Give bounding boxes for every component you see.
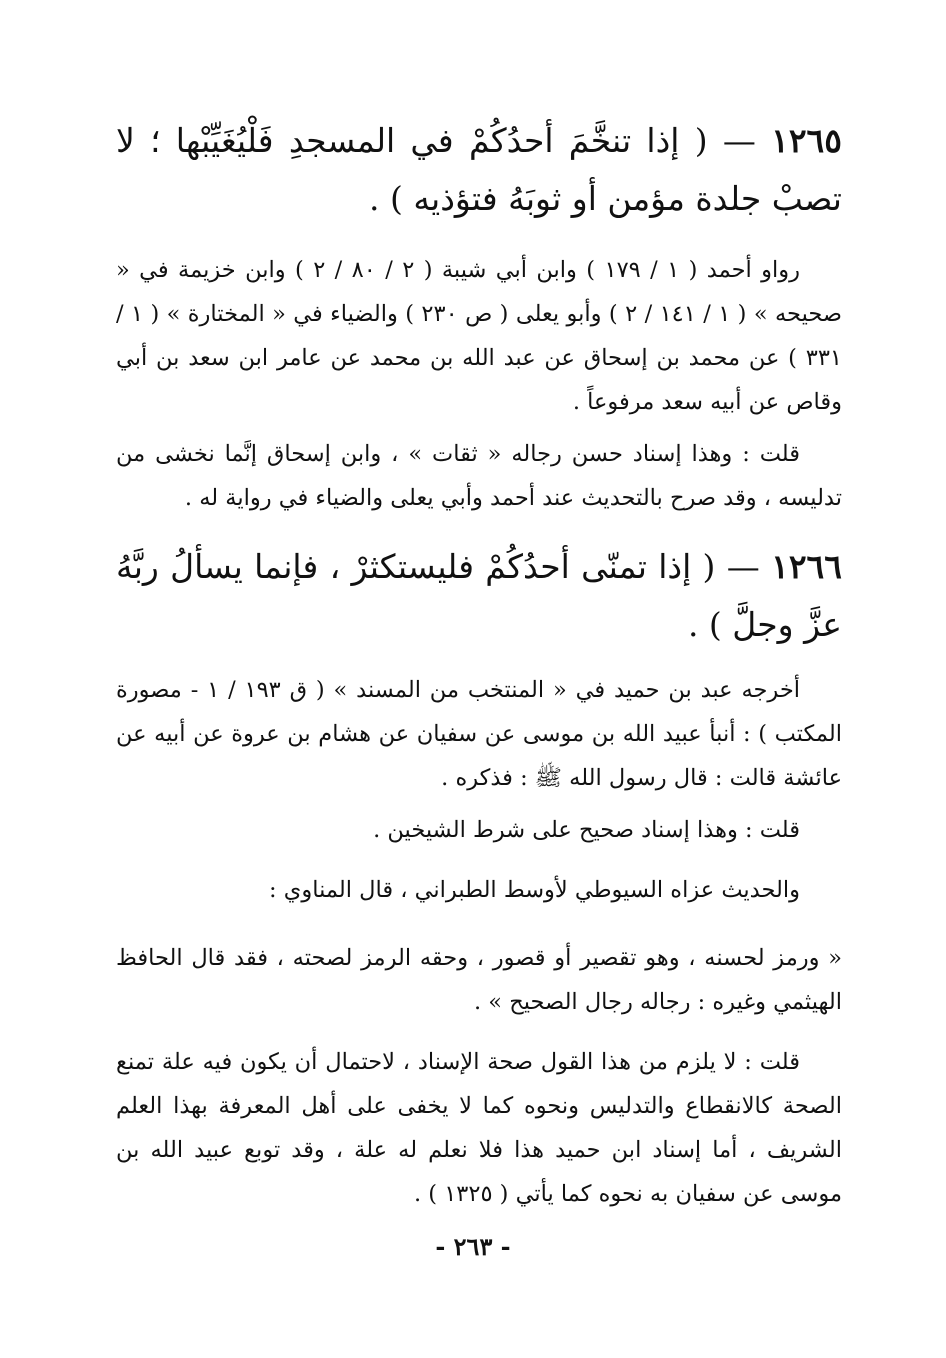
- page-number: - ٢٦٣ -: [435, 1232, 511, 1261]
- comment-paragraph-1265: قلت : وهذا إسناد حسن رجاله « ثقات » ، وابن إسحاق إنَّما نخشى من تدليسه ، وقد صرح بالتحديث عند أحمد وأبي يعلى والضياء في رواية له .: [116, 441, 842, 511]
- takhrij-paragraph-1266: أخرجه عبد بن حميد في « المنتخب من المسند » ( ق ١٩٣ / ١ - مصورة المكتب ) : أنبأ عبيد الله بن موسى عن سفيان عن هشام بن عروة عن أبيه عن عائشة قالت : قال رسول الله ﷺ : فذكره .: [116, 677, 842, 791]
- comment-paragraph-final: قلت : لا يلزم من هذا القول صحة الإسناد ، لاحتمال أن يكون فيه علة تمنع الصحة كالانقطاع والتدليس ونحوه كما لا يخفى على أهل المعرفة بهذا العلم الشريف ، أما إسناد ابن حميد هذا فلا نعلم له علة ، وقد توبع عبيد الله بن موسى عن سفيان به نحوه كما يأتي ( ١٣٢٥ ) .: [116, 1049, 842, 1207]
- munawi-quote: « ورمز لحسنه ، وهو تقصير أو قصور ، وحقه الرمز لصحته ، فقد قال الحافظ الهيثمي وغيره : رجاله رجال الصحيح » .: [116, 945, 842, 1015]
- comment-suyuti: والحديث عزاه السيوطي لأوسط الطبراني ، قال المناوي :: [269, 877, 800, 903]
- takhrij-paragraph-1265: رواو أحمد ( ١ / ١٧٩ ) وابن أبي شيبة ( ٢ / ٨٠ / ٢ ) وابن خزيمة في « صحيحه » ( ١ / ١٤١ / ٢ ) وأبو يعلى ( ص ٢٣٠ ) والضياء في « المختارة » ( ١ / ٣٣١ ) عن محمد بن إسحاق عن عبد الله بن محمد عن عامر ابن سعد بن أبي وقاص عن أبيه سعد مرفوعاً .: [116, 257, 842, 415]
- hadith-1265: [116, 112, 842, 228]
- hadith-text: — ( إذا تمنّى أحدُكُمْ فليستكثرْ ، فإنما يسألُ ربَّهُ عزَّ وجلَّ ) .: [116, 547, 842, 644]
- hadith-1266: [116, 538, 842, 654]
- hadith-number: ١٢٦٦: [771, 547, 842, 586]
- hadith-number: ١٢٦٥: [771, 121, 842, 160]
- comment-authenticity: قلت : وهذا إسناد صحيح على شرط الشيخين .: [373, 817, 800, 843]
- hadith-text: — ( إذا تنخَّمَ أحدُكُمْ في المسجدِ فَلْيُغَيِّبْها ؛ لا تصبْ جلدة مؤمن أو ثوبَهُ فتؤذيه ) .: [116, 121, 842, 218]
